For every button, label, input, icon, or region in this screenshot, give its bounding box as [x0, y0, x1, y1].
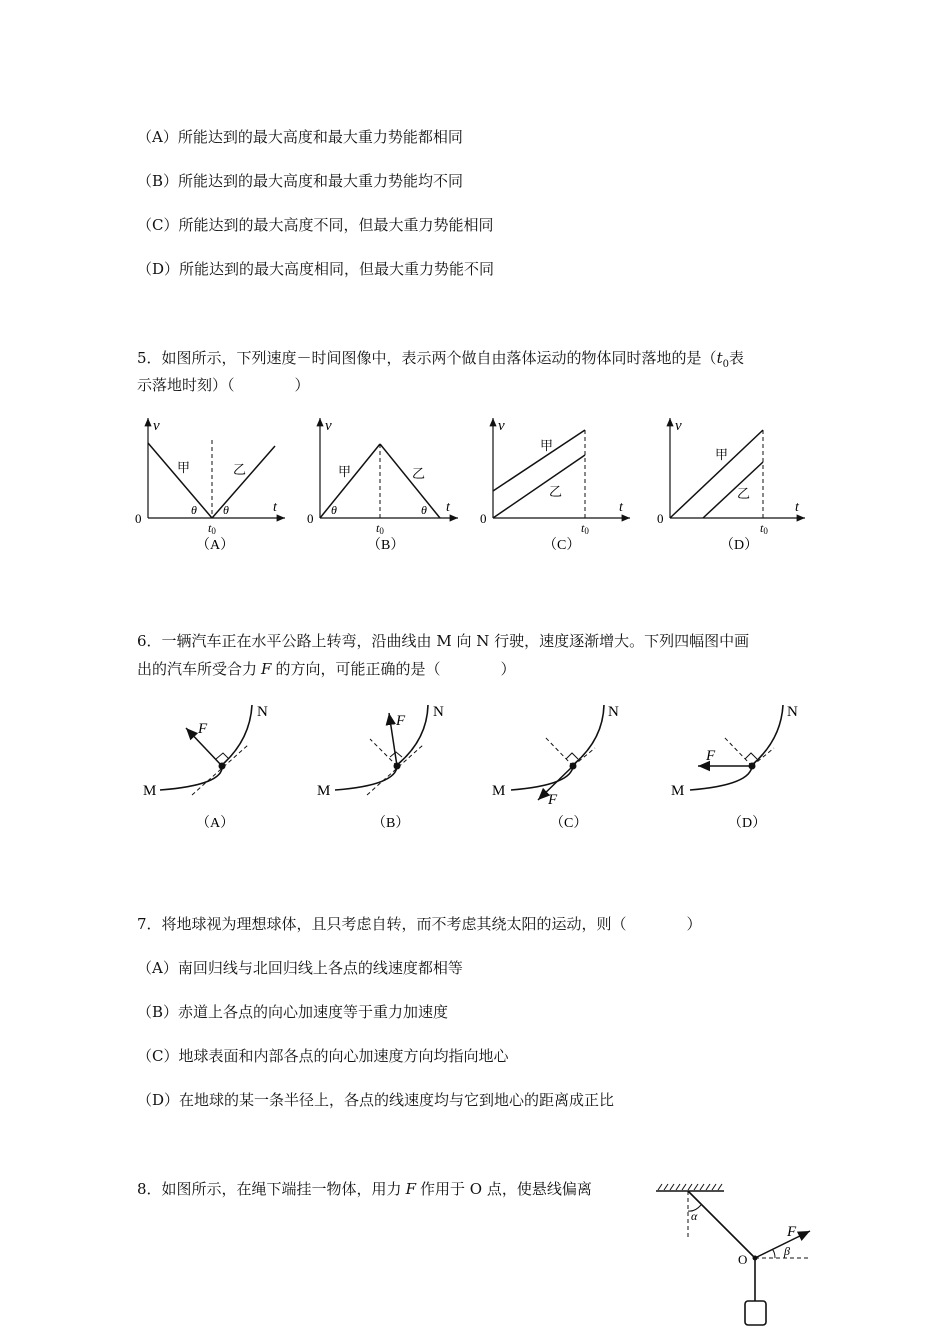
q8-force-label: F — [787, 1224, 797, 1240]
q8-stem — [137, 1179, 592, 1199]
q5-b-theta-2: θ — [421, 503, 427, 517]
q6-figure-c — [492, 704, 619, 831]
q5-graph-a — [135, 418, 285, 553]
q6-figure-b — [317, 704, 444, 831]
q8-alpha: α — [691, 1209, 698, 1223]
q6-curve-figures — [130, 695, 830, 840]
q5-stem-line2: 示落地时刻）（ ） — [137, 376, 310, 394]
q5-c-t0: t0 — [581, 521, 589, 536]
q8-force-symbol: F — [405, 1180, 416, 1198]
q5-b-axis-t: t — [446, 500, 450, 515]
q6-c-force: F — [548, 792, 558, 808]
q8-text-a: 如图所示，在绳下端挂一物体，用力 — [161, 1180, 402, 1198]
q6-d-label: （D） — [728, 816, 767, 831]
q5-b-origin: 0 — [307, 511, 314, 526]
q6-c-label: （C） — [550, 816, 588, 831]
q5-b-axis-v: v — [325, 418, 332, 434]
q5-c-series-b: 乙 — [549, 484, 563, 499]
q5-a-axis-t: t — [273, 500, 277, 515]
q5-a-theta-1: θ — [191, 503, 197, 517]
q5-graph-b — [307, 418, 458, 553]
q5-d-series-a: 甲 — [715, 447, 729, 462]
q6-b-label: （B） — [372, 816, 410, 831]
q5-c-axis-v: v — [498, 418, 505, 434]
q6-a-force: F — [198, 721, 208, 737]
q5-b-series-b: 乙 — [412, 466, 426, 481]
q5-c-label: （C） — [543, 538, 581, 553]
q6-text-line2-a: 出的汽车所受合力 — [137, 660, 258, 678]
q5-number: 5． — [137, 349, 162, 367]
q8-number: 8． — [137, 1180, 162, 1198]
q5-d-t0: t0 — [760, 521, 768, 536]
q6-stem-line2 — [137, 659, 515, 679]
q8-hanging-mass-figure — [650, 1178, 830, 1344]
q6-text-line1: 一辆汽车正在水平公路上转弯，沿曲线由 M 向 N 行驶，速度逐渐增大。下列四幅图中画 — [161, 632, 750, 650]
q5-d-series-b: 乙 — [737, 486, 751, 501]
q6-figure-d — [671, 704, 798, 831]
q5-stem-line1 — [137, 348, 744, 375]
q5-graph-c — [480, 418, 630, 553]
q7-option-b: （B）赤道上各点的向心加速度等于重力加速度 — [137, 1003, 449, 1021]
q6-c-point-n: N — [608, 704, 619, 720]
q6-a-point-m: M — [143, 783, 157, 799]
q6-text-line2-b: 的方向，可能正确的是（ ） — [275, 660, 516, 678]
q5-a-series-b: 乙 — [233, 462, 247, 477]
q5-a-t0: t0 — [208, 521, 216, 536]
q6-d-force: F — [706, 748, 716, 764]
q6-a-point-n: N — [257, 704, 268, 720]
q5-a-series-a: 甲 — [177, 460, 191, 475]
q8-point-o: O — [738, 1252, 748, 1267]
q4-option-d: （D）所能达到的最大高度相同，但最大重力势能不同 — [137, 260, 495, 278]
q5-c-axis-t: t — [619, 500, 623, 515]
q5-d-axis-v: v — [675, 418, 682, 434]
q7-option-d: （D）在地球的某一条半径上，各点的线速度均与它到地心的距离成正比 — [137, 1091, 615, 1109]
q7-option-c: （C）地球表面和内部各点的向心加速度方向均指向地心 — [137, 1047, 509, 1065]
q5-d-origin: 0 — [657, 511, 664, 526]
q5-a-origin: 0 — [135, 511, 142, 526]
q5-vt-graphs — [125, 408, 825, 558]
q6-a-label: （A） — [196, 816, 235, 831]
q7-option-a: （A）南回归线与北回归线上各点的线速度都相等 — [137, 959, 463, 977]
q7-stem — [137, 914, 702, 934]
q6-figure-a — [143, 704, 268, 831]
q5-a-label: （A） — [196, 538, 235, 553]
q6-stem-line1 — [137, 631, 749, 651]
q5-d-axis-t: t — [795, 500, 799, 515]
q5-t-symbol: t — [716, 349, 723, 367]
q5-b-theta-1: θ — [331, 503, 337, 517]
q5-a-axis-v: v — [153, 418, 160, 434]
q4-option-a: （A）所能达到的最大高度和最大重力势能都相同 — [137, 128, 463, 146]
q4-option-b: （B）所能达到的最大高度和最大重力势能均不同 — [137, 172, 464, 190]
q8-text-b: 作用于 O 点，使悬线偏离 — [419, 1180, 592, 1198]
q5-c-series-a: 甲 — [540, 438, 554, 453]
q6-force-symbol: F — [261, 660, 272, 678]
q7-text: 将地球视为理想球体，且只考虑自转，而不考虑其绕太阳的运动，则（ ） — [161, 915, 702, 933]
q4-option-c: （C）所能达到的最大高度不同，但最大重力势能相同 — [137, 216, 494, 234]
q5-t-sub: 0 — [722, 359, 729, 370]
q6-b-force: F — [396, 713, 406, 729]
q6-b-point-n: N — [433, 704, 444, 720]
q6-d-point-m: M — [671, 783, 685, 799]
q5-b-label: （B） — [367, 538, 405, 553]
q6-c-point-m: M — [492, 783, 506, 799]
q8-beta: β — [784, 1244, 790, 1258]
q6-b-point-m: M — [317, 783, 331, 799]
q5-b-series-a: 甲 — [338, 464, 352, 479]
q5-d-label: （D） — [720, 538, 759, 553]
q5-text-part1: 如图所示，下列速度－时间图像中，表示两个做自由落体运动的物体同时落地的是（ — [161, 349, 717, 367]
q7-number: 7． — [137, 915, 162, 933]
q5-b-t0: t0 — [376, 521, 384, 536]
q8-mass-block — [745, 1301, 766, 1325]
q5-text-part1-end: 表 — [728, 349, 744, 367]
q5-c-origin: 0 — [480, 511, 487, 526]
q6-d-point-n: N — [787, 704, 798, 720]
q5-a-theta-2: θ — [223, 503, 229, 517]
q5-graph-d — [657, 418, 805, 553]
q6-number: 6． — [137, 632, 162, 650]
